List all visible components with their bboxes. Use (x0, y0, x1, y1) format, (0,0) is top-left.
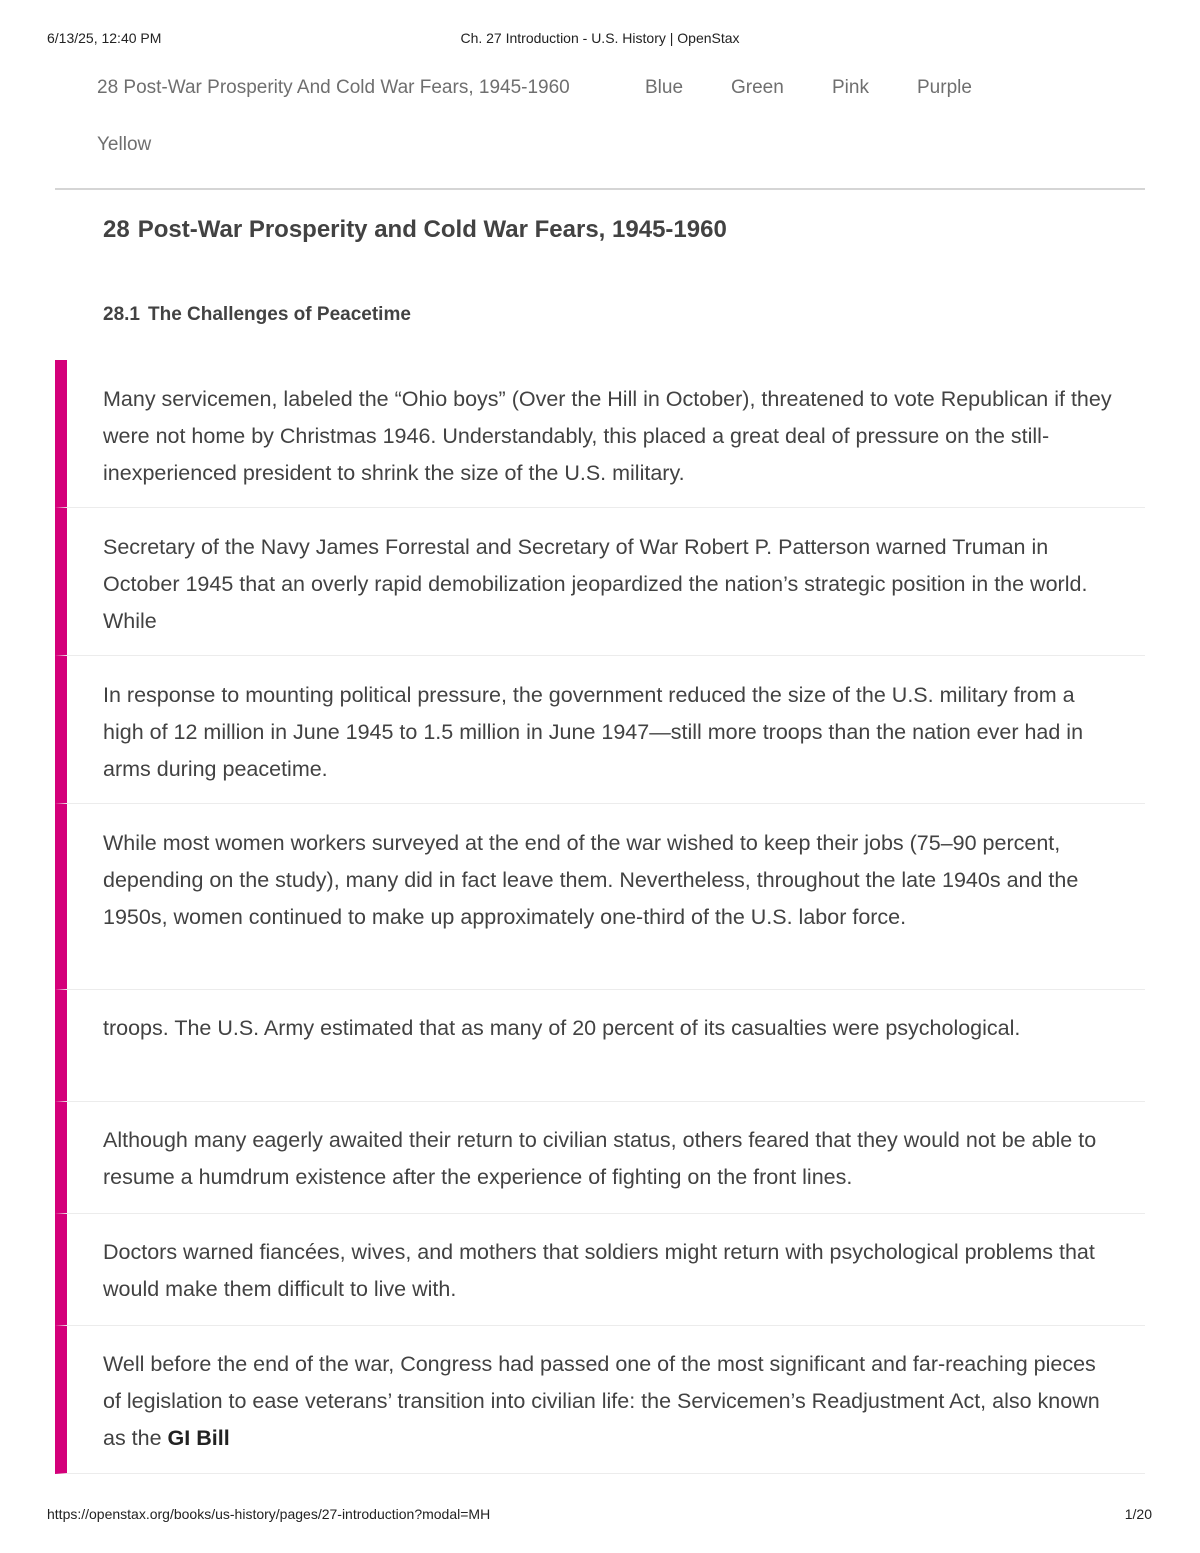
highlight-item[interactable] (55, 656, 1145, 804)
chapter-heading (103, 216, 727, 244)
highlight-item[interactable] (55, 990, 1145, 1102)
filter-color-blue[interactable]: Blue (645, 77, 684, 98)
highlight-item[interactable] (55, 1326, 1145, 1474)
highlight-text: troops. The U.S. Army estimated that as many of 20 percent of its casualties were psychological. (103, 1016, 1021, 1040)
highlight-text: Doctors warned fiancées, wives, and mothers that soldiers might return with psychological problems that would make them difficult to live with. (103, 1240, 1095, 1301)
print-date: 6/13/25, 12:40 PM (47, 30, 162, 46)
highlight-item[interactable] (55, 508, 1145, 656)
chapter-title: Post-War Prosperity and Cold War Fears, 1945-1960 (137, 216, 727, 243)
section-number: 28.1 (103, 304, 140, 325)
highlight-text: Many servicemen, labeled the “Ohio boys” (Over the Hill in October), threatened to vote Republican if they were not home by Christmas 1946. Understandably, this placed a great deal of pressure on the still-inexperienced president to shrink the size of the U.S. military. (103, 387, 1112, 485)
highlight-item[interactable] (55, 804, 1145, 990)
filter-chapter[interactable]: 28 Post-War Prosperity And Cold War Fears, 1945-1960 (97, 77, 570, 98)
highlight-text: While most women workers surveyed at the end of the war wished to keep their jobs (75–90 percent, depending on the study), many did in fact leave them. Nevertheless, throughout the late 1940s and the 1950s, women continued to make up approximately one-third of the U.S. labor force. (103, 831, 1079, 929)
highlight-text: Although many eagerly awaited their return to civilian status, others feared that they would not be able to resume a humdrum existence after the experience of fighting on the front lines. (103, 1128, 1097, 1189)
print-header (0, 30, 1200, 50)
chapter-number: 28 (103, 216, 130, 243)
print-footer (0, 1506, 1200, 1526)
print-page-number: 1/20 (1124, 1506, 1152, 1522)
filter-color-green[interactable]: Green (731, 77, 784, 98)
filter-color-yellow[interactable]: Yellow (97, 134, 152, 155)
highlight-text: Secretary of the Navy James Forrestal and Secretary of War Robert P. Patterson warned Truman in October 1945 that an overly rapid demobilization jeopardized the nation’s strategic position in the world. While (103, 535, 1088, 633)
highlight-text-bold-term: GI Bill (167, 1426, 230, 1450)
highlight-text-plain: Well before the end of the war, Congress had passed one of the most significant and far-reaching pieces of legislation to ease veterans’ transition into civilian life: the Servicemen’s Readjustment Act, also known as the (103, 1352, 1100, 1450)
filter-color-purple[interactable]: Purple (917, 77, 972, 98)
print-document-title: Ch. 27 Introduction - U.S. History | OpenStax (460, 30, 740, 46)
highlight-filter-bar (55, 64, 1145, 190)
print-page-url: https://openstax.org/books/us-history/pages/27-introduction?modal=MH (47, 1506, 491, 1522)
highlight-text (103, 1346, 1113, 1457)
filter-color-pink[interactable]: Pink (832, 77, 869, 98)
highlight-text: In response to mounting political pressure, the government reduced the size of the U.S. military from a high of 12 million in June 1945 to 1.5 million in June 1947—still more troops than the nation ever had in arms during peacetime. (103, 683, 1084, 781)
highlight-item[interactable] (55, 1102, 1145, 1214)
section-heading (103, 304, 411, 326)
highlight-item[interactable] (55, 360, 1145, 508)
highlight-item[interactable] (55, 1214, 1145, 1326)
section-title: The Challenges of Peacetime (147, 304, 411, 325)
